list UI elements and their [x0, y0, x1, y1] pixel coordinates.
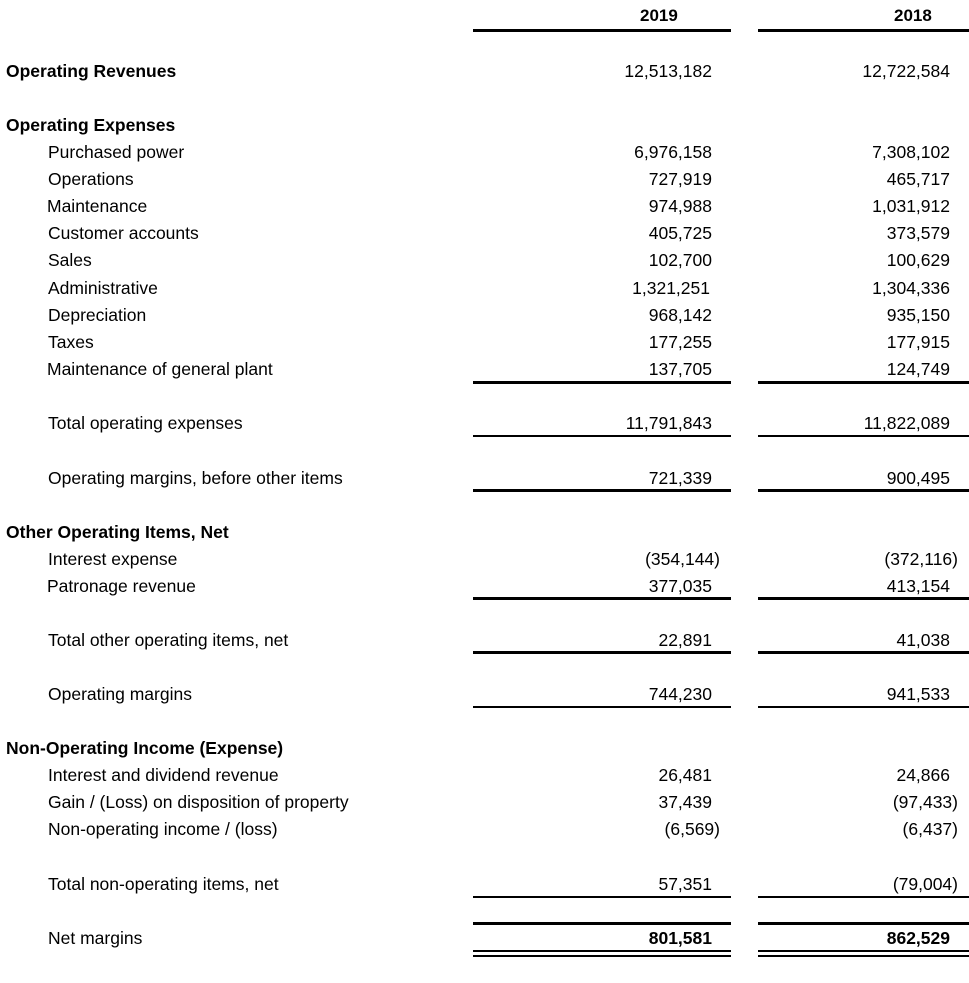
value-2018: (79,004) [892, 874, 958, 894]
net-margins-row [0, 925, 969, 952]
value-2019: 102,700 [648, 250, 712, 270]
row-label: Administrative [48, 278, 158, 298]
double-rule-upper-2019 [473, 950, 731, 952]
row-label: Total operating expenses [48, 413, 243, 433]
table-row [0, 762, 969, 789]
row-label: Maintenance of general plant [47, 359, 273, 379]
value-2019: 22,891 [658, 630, 712, 650]
row-label: Gain / (Loss) on disposition of property [48, 792, 349, 812]
row-label: Sales [48, 250, 92, 270]
value-2018: 413,154 [886, 576, 950, 596]
column-header-2018: 2018 [894, 6, 932, 25]
row-label: Taxes [48, 332, 94, 352]
row-label: Total non-operating items, net [48, 874, 279, 894]
double-rule-lower-2019 [473, 955, 731, 957]
value-2018: 862,529 [886, 928, 950, 948]
value-2019: 1,321,251 [632, 278, 710, 298]
table-row [0, 220, 969, 247]
operating-revenues-row [0, 58, 969, 85]
table-row [0, 275, 969, 302]
total-rule-2018 [758, 435, 969, 437]
row-label: Interest expense [48, 549, 178, 569]
table-row [0, 816, 969, 843]
row-label: Purchased power [48, 142, 185, 162]
value-2018: 900,495 [886, 468, 950, 488]
table-row [0, 302, 969, 329]
value-2019: 37,439 [658, 792, 712, 812]
value-2019: 744,230 [648, 684, 712, 704]
value-2019: 26,481 [658, 765, 712, 785]
row-label: Depreciation [48, 305, 147, 325]
value-2018: 124,749 [886, 359, 950, 379]
operating-expenses-heading-row [0, 112, 969, 139]
table-row [0, 139, 969, 166]
value-2019: 137,705 [648, 359, 712, 379]
value-2019: 801,581 [648, 928, 712, 948]
value-2018: 41,038 [896, 630, 950, 650]
table-row [0, 247, 969, 274]
total-operating-expenses-row [0, 410, 969, 437]
value-2019: 6,976,158 [634, 142, 712, 162]
value-2018: 100,629 [886, 250, 950, 270]
section-heading: Other Operating Items, Net [6, 522, 229, 542]
margins-rule-2018 [758, 489, 969, 492]
double-rule-lower-2018 [758, 955, 969, 957]
double-rule-upper-2018 [758, 950, 969, 952]
value-2018: 11,822,089 [863, 413, 950, 433]
value-2019: 974,988 [648, 196, 712, 216]
subtotal-rule-2019 [473, 597, 731, 600]
operating-revenues-label: Operating Revenues [6, 61, 177, 81]
row-label: Operations [48, 169, 134, 189]
row-label: Interest and dividend revenue [48, 765, 279, 785]
value-2018: 465,717 [886, 169, 950, 189]
column-header-2019: 2019 [640, 6, 678, 25]
value-2019: 177,255 [648, 332, 712, 352]
row-label: Net margins [48, 928, 143, 948]
row-label: Maintenance [47, 196, 148, 216]
value-2018: 7,308,102 [872, 142, 950, 162]
row-label: Patronage revenue [47, 576, 196, 596]
subtotal-rule-2018 [758, 381, 969, 384]
value-2019: 405,725 [648, 223, 712, 243]
total-rule-2019 [473, 435, 731, 437]
value-2019: 12,513,182 [624, 61, 712, 81]
section-heading: Non-Operating Income (Expense) [6, 738, 284, 758]
table-row [0, 573, 969, 600]
subtotal-rule-2019 [473, 381, 731, 384]
total-rule-2018 [758, 651, 969, 654]
margins-rule-2019 [473, 706, 731, 708]
value-2019: 727,919 [648, 169, 712, 189]
header-rule-2019 [473, 29, 731, 32]
table-row [0, 193, 969, 220]
total-rule-2019 [473, 896, 731, 898]
table-row [0, 546, 969, 573]
total-rule-2019 [473, 651, 731, 654]
subtotal-rule-2018 [758, 597, 969, 600]
value-2018: (6,437) [902, 819, 958, 839]
value-2018: 935,150 [886, 305, 950, 325]
table-row [0, 789, 969, 816]
margins-rule-2018 [758, 706, 969, 708]
value-2019: (6,569) [664, 819, 720, 839]
value-2018: 177,915 [886, 332, 950, 352]
table-row [0, 329, 969, 356]
non-operating-heading-row [0, 735, 969, 762]
value-2019: 377,035 [648, 576, 712, 596]
value-2018: (372,116) [884, 549, 958, 569]
total-rule-2018 [758, 896, 969, 898]
other-operating-items-heading-row [0, 519, 969, 546]
table-row [0, 166, 969, 193]
value-2019: 721,339 [648, 468, 712, 488]
margins-rule-2019 [473, 489, 731, 492]
value-2018: 12,722,584 [862, 61, 950, 81]
row-label: Total other operating items, net [48, 630, 289, 650]
header-rule-2018 [758, 29, 969, 32]
operating-margins-row [0, 681, 969, 708]
value-2019: 11,791,843 [625, 413, 712, 433]
value-2018: (97,433) [892, 792, 958, 812]
value-2018: 1,031,912 [872, 196, 950, 216]
section-heading: Operating Expenses [6, 115, 176, 135]
value-2018: 373,579 [886, 223, 950, 243]
row-label: Operating margins, before other items [48, 468, 343, 488]
operating-margins-before-other-row [0, 465, 969, 492]
value-2018: 941,533 [886, 684, 950, 704]
row-label: Operating margins [48, 684, 192, 704]
value-2019: 968,142 [648, 305, 712, 325]
row-label: Non-operating income / (loss) [48, 819, 278, 839]
row-label: Customer accounts [48, 223, 199, 243]
value-2018: 1,304,336 [872, 278, 950, 298]
value-2019: (354,144) [645, 549, 720, 569]
value-2018: 24,866 [896, 765, 950, 785]
table-row [0, 356, 969, 383]
total-non-operating-row [0, 871, 969, 898]
total-other-operating-items-row [0, 627, 969, 654]
value-2019: 57,351 [658, 874, 712, 894]
